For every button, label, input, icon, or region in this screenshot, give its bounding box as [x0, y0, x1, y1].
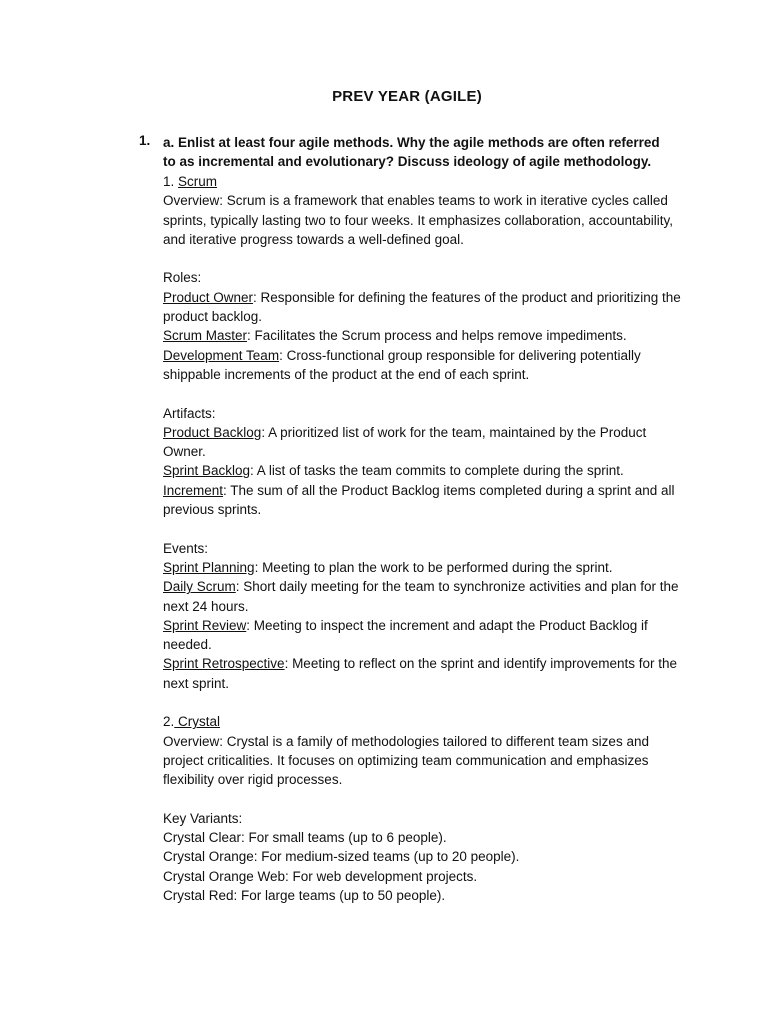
- roles-label: Roles:: [163, 270, 202, 286]
- artifact-item: Increment: The sum of all the Product Backlog items completed during a sprint and all previous sprints.: [163, 482, 675, 518]
- variant-item: Crystal Red: For large teams (up to 50 people).: [163, 887, 446, 903]
- page-title: PREV YEAR (AGILE): [332, 88, 482, 105]
- crystal-overview: Overview: Crystal is a family of methodologies tailored to different team sizes and project criticalities. It focuses on optimizing team communication and emphasizes flexibility over rigid processes.: [163, 733, 649, 788]
- event-item: Sprint Review: Meeting to inspect the increment and adapt the Product Backlog if needed.: [163, 617, 648, 653]
- event-item: Sprint Planning: Meeting to plan the work to be performed during the sprint.: [163, 559, 613, 575]
- role-item: Scrum Master: Facilitates the Scrum process and helps remove impediments.: [163, 328, 627, 344]
- artifact-item: Product Backlog: A prioritized list of work for the team, maintained by the Product Owner.: [163, 424, 647, 460]
- scrum-heading: 1. Scrum: [163, 174, 218, 189]
- variant-item: Crystal Clear: For small teams (up to 6 people).: [163, 830, 447, 846]
- event-item: Sprint Retrospective: Meeting to reflect on the sprint and identify improvements for the next sprint.: [163, 656, 678, 691]
- variant-item: Crystal Orange: For medium-sized teams (up to 20 people).: [163, 849, 520, 865]
- question-number: 1.: [139, 133, 151, 148]
- event-item: Daily Scrum: Short daily meeting for the team to synchronize activities and plan for the next 24 hours.: [163, 579, 679, 614]
- variant-item: Crystal Orange Web: For web development projects.: [163, 868, 478, 884]
- scrum-overview: Overview: Scrum is a framework that enables teams to work in iterative cycles called sprints, typically lasting two to four weeks. It emphasizes collaboration, accountability, and iterative progress towards a well-defined goal.: [163, 193, 673, 247]
- artifacts-label: Artifacts:: [163, 405, 216, 421]
- crystal-heading: 2. Crystal: [163, 714, 221, 730]
- role-item: Product Owner: Responsible for defining the features of the product and prioritizing the product backlog.: [163, 289, 681, 325]
- role-item: Development Team: Cross-functional group responsible for delivering potentially shippable increments of the product at the end of each sprint.: [163, 347, 641, 382]
- variants-label: Key Variants:: [163, 810, 243, 826]
- question-text: a. Enlist at least four agile methods. Why the agile methods are often referred to as incremental and evolutionary? Discuss ideology of agile methodology.: [163, 135, 660, 169]
- events-label: Events:: [163, 540, 209, 556]
- artifact-item: Sprint Backlog: A list of tasks the team commits to complete during the sprint.: [163, 463, 624, 479]
- answer-body: [163, 172, 683, 905]
